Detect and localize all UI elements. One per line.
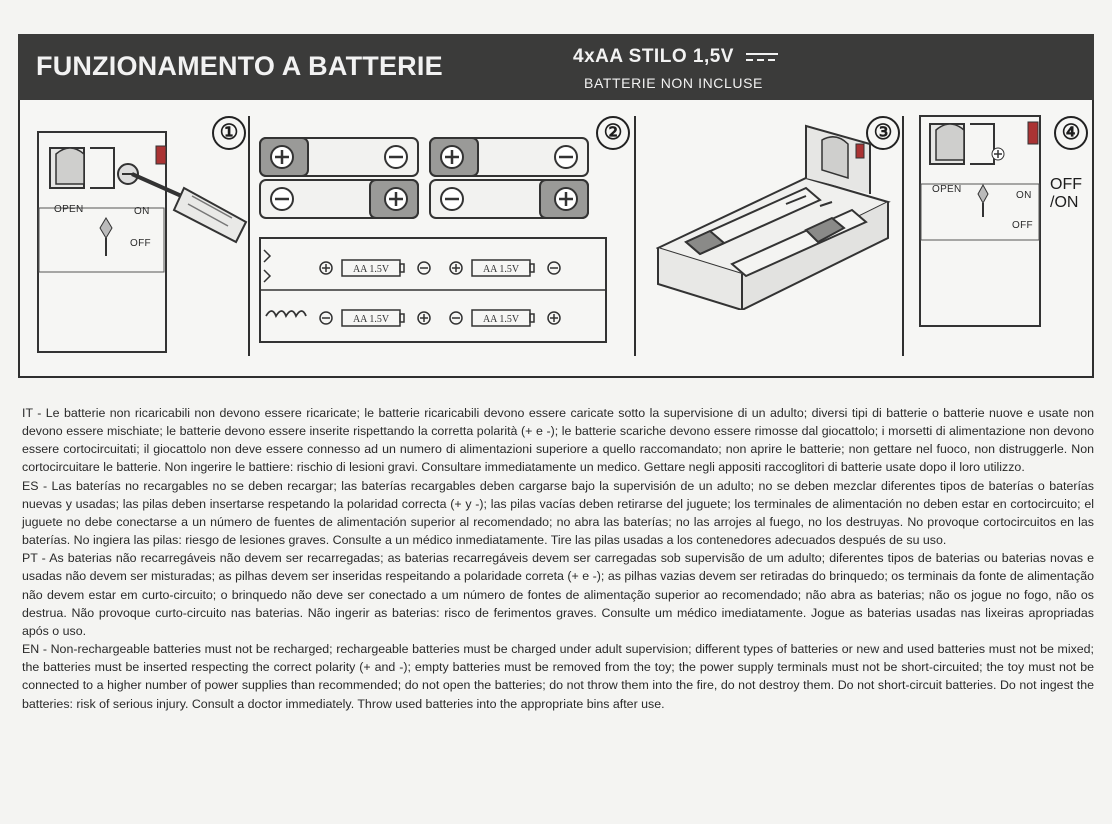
batteries-not-included-note: BATTERIE NON INCLUSE <box>584 75 763 91</box>
battery-label: AA 1.5V <box>482 314 520 325</box>
battery-label: AA 1.5V <box>352 264 390 275</box>
page-title: FUNZIONAMENTO A BATTERIE <box>36 51 443 81</box>
illustration-panel <box>18 100 1094 378</box>
battery-insertion-diagram <box>656 124 896 310</box>
off-on-label <box>1050 176 1082 212</box>
battery-orientation-diagram <box>258 134 598 220</box>
step-number: ③ <box>866 116 900 150</box>
step-divider <box>634 116 636 356</box>
step-divider <box>902 116 904 356</box>
off-label: OFF <box>1012 220 1033 231</box>
paragraph-italian: IT - Le batterie non ricaricabili non devono essere ricaricate; le batterie ricaricabili devono essere caricate sotto la supervisione di un adulto; diversi tipi di batterie o batterie nuove e usate non devono essere mischiate; le batterie devono essere inserite rispettando la corretta polarità (+ e -); le batterie scariche devono essere rimosse dal giocattolo; i morsetti di alimentazione non devono essere cortocircuitati; il giocattolo non deve essere connesso ad un numero di alimentazioni superiore a quello raccomandato; non aprire le batterie; non gettare nel fuoco, non distruggerle. Non cortocircuitare le batterie. Non ingerire le battiere: rischio di lesioni gravi. Consultare immediatamente un medico. Gettare negli appositi raccoglitori di batterie usate dopo il loro utilizzo. <box>22 406 1094 475</box>
paragraph-english: EN - Non-rechargeable batteries must not be recharged; rechargeable batteries must be charged under adult supervision; different types of batteries or new and used batteries must not be mixed; the batteries must be inserted respecting the correct polarity (+ and -); empty batteries must be removed from the toy; the power supply terminals must not be short-circuited; the toy must not be connected to a higher number of power supplies than recommended; do not open the batteries; do not throw them into the fire, do not destroy them. Do not short-circuit batteries. Do not ingest the batteries: risk of serious injury. Consult a doctor immediately. Throw used batteries into the appropriate bins after use. <box>22 642 1094 711</box>
battery-spec <box>573 46 778 68</box>
safety-instructions <box>22 404 1094 713</box>
battery-icon <box>260 180 418 218</box>
off-text: OFF <box>1050 176 1082 193</box>
battery-icon <box>260 138 418 176</box>
paragraph-spanish: ES - Las baterías no recargables no se deben recargar; las baterías recargables deben cargarse bajo la supervisión de un adulto; no se deben mezclar diferentes tipos de baterías o baterías nuevas y usadas; las pilas deben insertarse respetando la polaridad correcta (+ y -); las pilas vacías deben retirarse del juguete; los terminales de alimentación no deben estar en cortocircuito; el juguete no debe conectarse a un número de fuentes de alimentación superior al recomendado; no abra las baterías; no las arrojes al fuego, no los destruyas. No provoque cortocircuitos en las baterías. No ingiera las pilas: riesgo de lesiones graves. Consulte a un médico inmediatamente. Tire las pilas usadas a los contenedores adecuados después de su uso. <box>22 478 1094 548</box>
off-label: OFF <box>130 238 151 249</box>
direct-current-icon <box>746 51 778 63</box>
on-label: ON <box>1016 190 1032 201</box>
step-number: ② <box>596 116 630 150</box>
header-bar <box>18 34 1094 100</box>
battery-label: AA 1.5V <box>352 314 390 325</box>
step-number: ④ <box>1054 116 1088 150</box>
open-label: OPEN <box>54 204 84 215</box>
open-label: OPEN <box>932 184 962 195</box>
battery-holder-diagram <box>258 236 610 346</box>
battery-spec-text: 4xAA STILO 1,5V <box>573 46 734 67</box>
step-number: ① <box>212 116 246 150</box>
paragraph-portuguese: PT - As baterias não recarregáveis não devem ser recarregadas; as baterias recarregáveis devem ser carregadas sob supervisão de um adulto; diferentes tipos de baterias ou baterias novas e usadas não devem ser misturadas; as pilhas devem ser inseridas respeitando a polaridade correta (+ e -); as pilhas vazias devem ser retiradas do brinquedo; os terminais da fonte de alimentação não devem estar em curto-circuito; o brinquedo não deve ser conectado a um número de fontes de alimentação superior ao recomendado; não abra as baterias; não os jogue no fogo, não os destrua. Não provoque curto-circuito nas baterias. Não ingerir as baterias: risco de ferimentos graves. Consulte um médico imediatamente. Jogue as baterias usadas nas lixeiras apropriadas após o uso. <box>22 551 1094 638</box>
battery-icon <box>430 180 588 218</box>
on-text: /ON <box>1050 194 1079 211</box>
battery-label: AA 1.5V <box>482 264 520 275</box>
battery-icon <box>430 138 588 176</box>
on-label: ON <box>134 206 150 217</box>
